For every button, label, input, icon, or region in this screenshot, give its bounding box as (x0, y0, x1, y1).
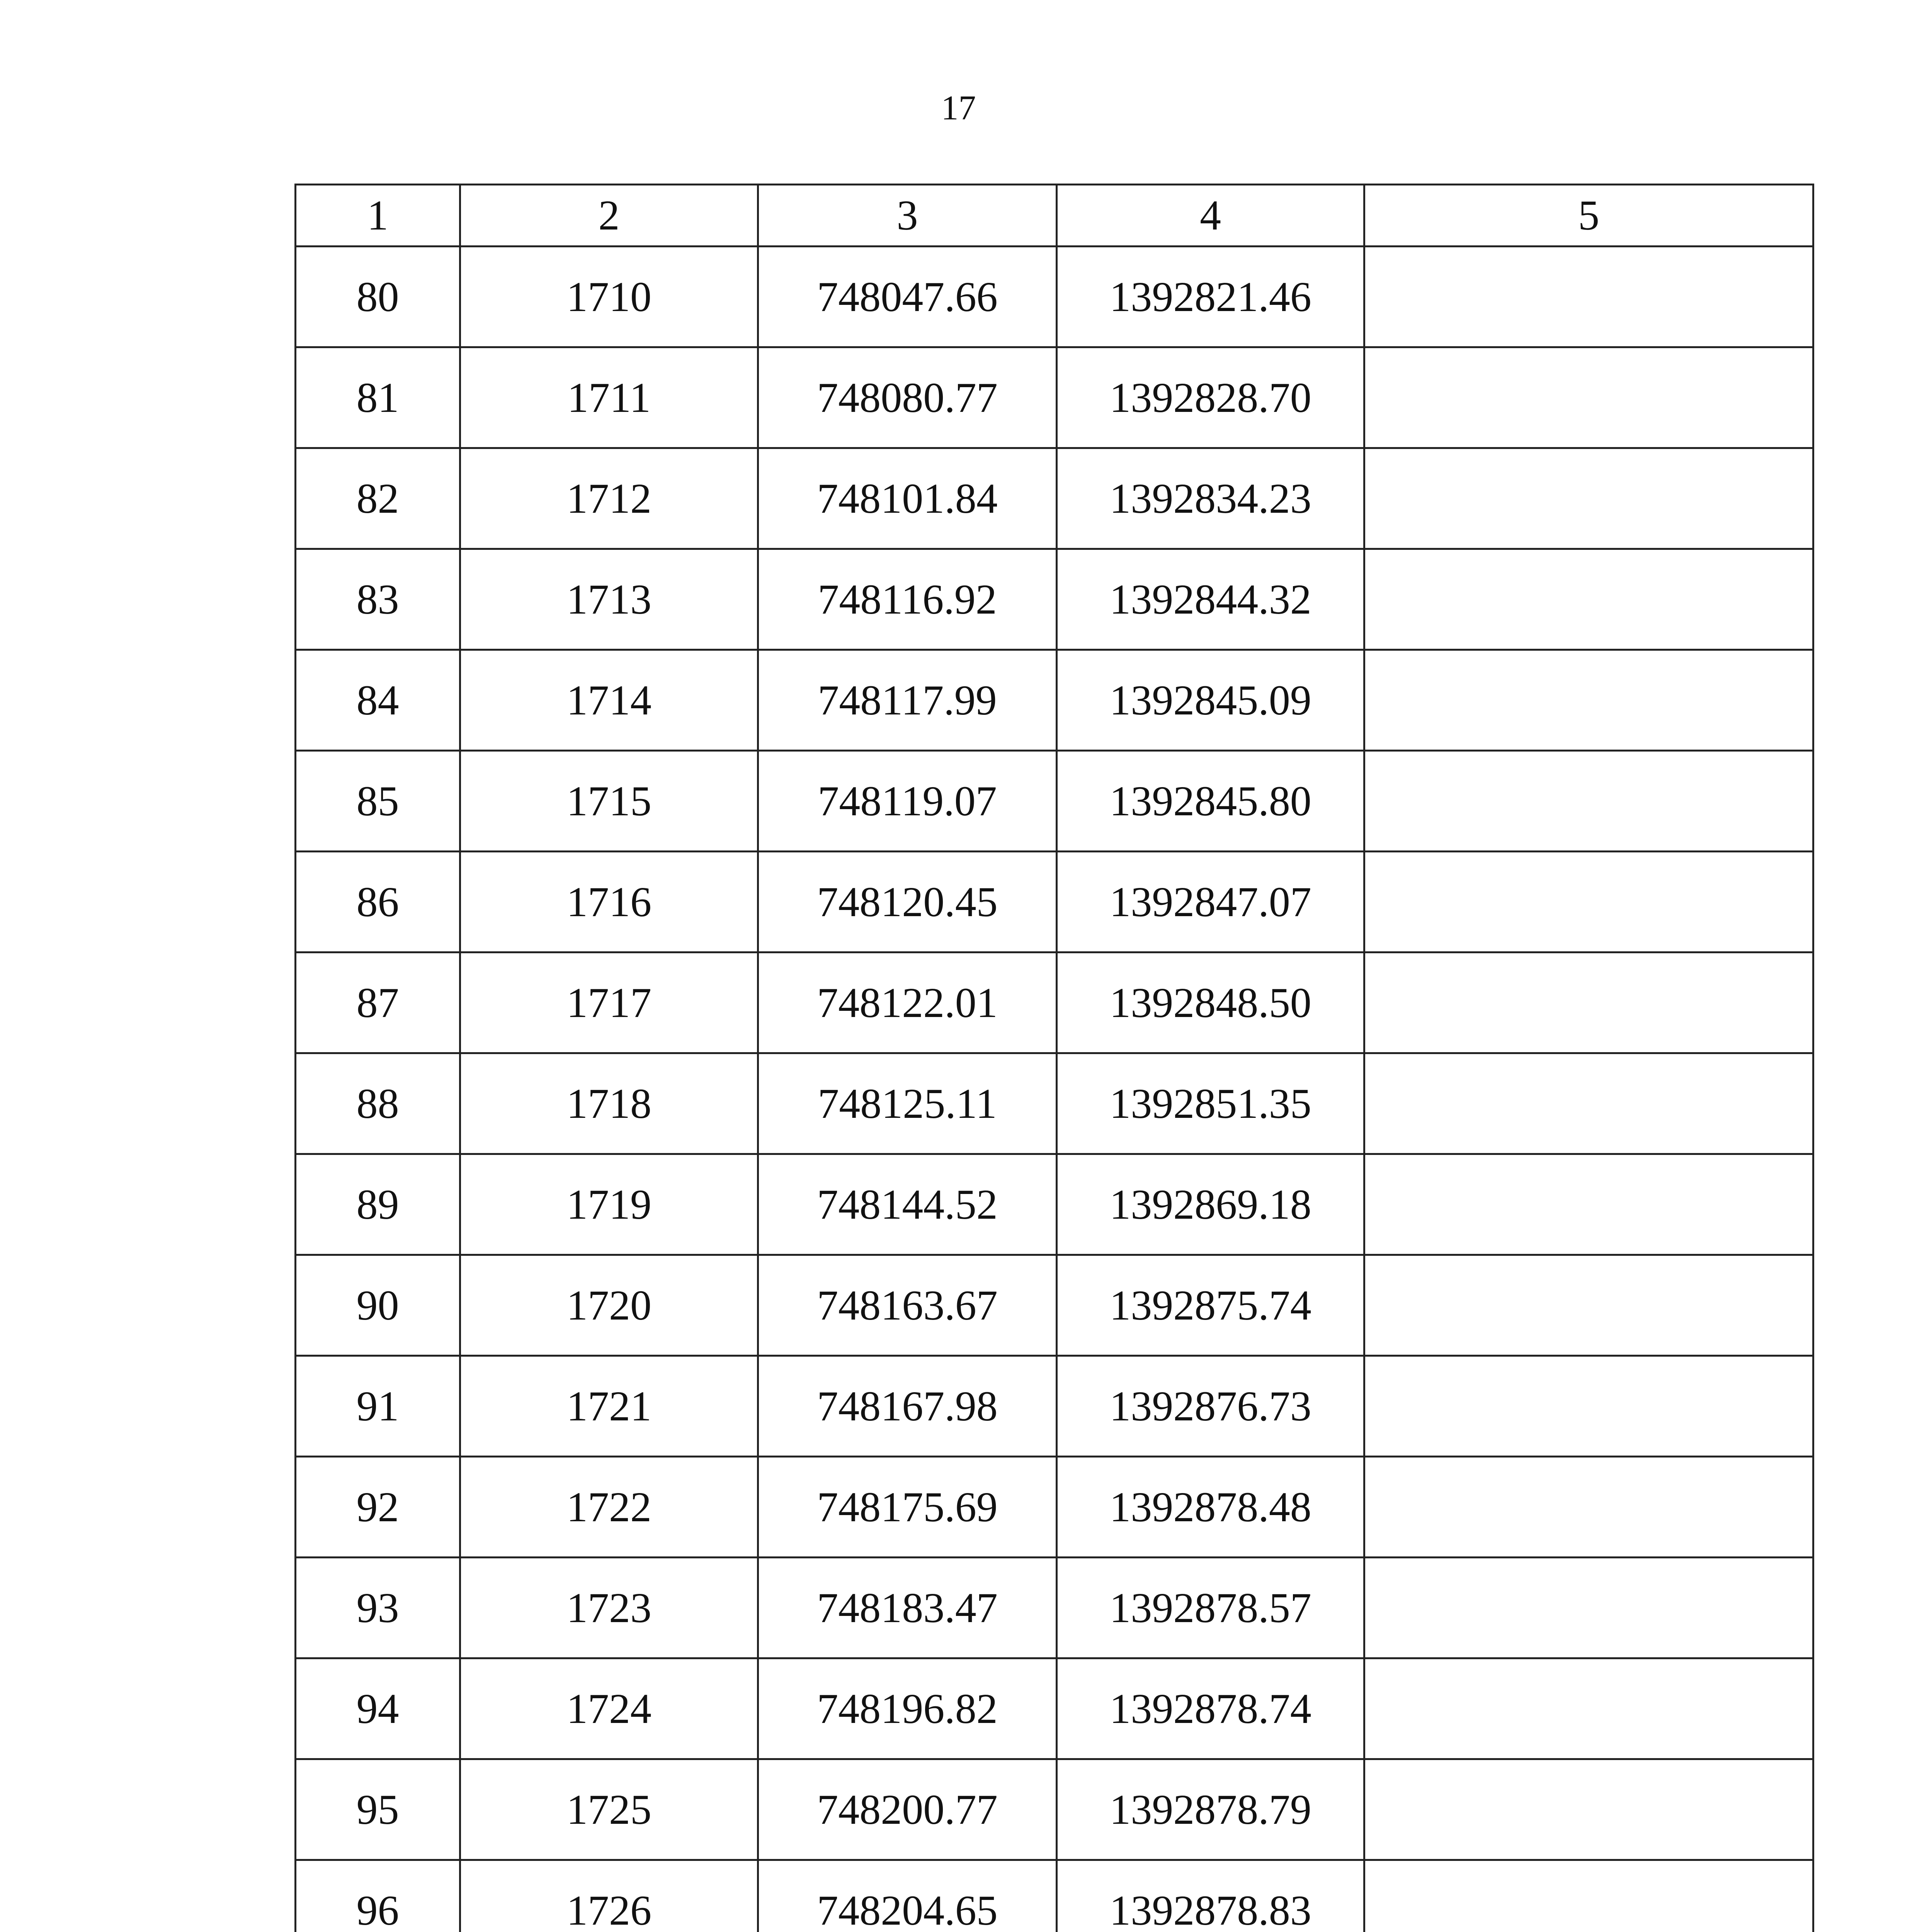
table-cell-col5 (1364, 1255, 1813, 1356)
table-cell-col2: 1719 (460, 1154, 758, 1255)
table-cell-col4: 1392878.74 (1057, 1658, 1364, 1759)
table-cell-col1: 85 (296, 751, 460, 852)
table-row (296, 1356, 1813, 1457)
table-cell-col3: 748116.92 (758, 549, 1057, 650)
table-cell-col3: 748119.07 (758, 751, 1057, 852)
table-cell-col5 (1364, 1558, 1813, 1658)
table-cell-col5 (1364, 650, 1813, 751)
table-cell-col3: 748101.84 (758, 448, 1057, 549)
table-cell-col4: 1392876.73 (1057, 1356, 1364, 1457)
table-cell-col4: 1392878.79 (1057, 1759, 1364, 1860)
table-cell-col5 (1364, 1860, 1813, 1932)
table-cell-col3: 748167.98 (758, 1356, 1057, 1457)
table-cell-col2: 1714 (460, 650, 758, 751)
table-cell-col5 (1364, 347, 1813, 448)
table-cell-col2: 1723 (460, 1558, 758, 1658)
table-cell-col3: 748047.66 (758, 247, 1057, 347)
table-cell-col3: 748163.67 (758, 1255, 1057, 1356)
table-row (296, 1558, 1813, 1658)
table-cell-col4: 1392847.07 (1057, 852, 1364, 952)
table-cell-col1: 86 (296, 852, 460, 952)
table-cell-col3: 748125.11 (758, 1053, 1057, 1154)
table-cell-col3: 748175.69 (758, 1457, 1057, 1558)
table-cell-col4: 1392875.74 (1057, 1255, 1364, 1356)
table-cell-col4: 1392878.57 (1057, 1558, 1364, 1658)
table-cell-col1: 90 (296, 1255, 460, 1356)
table-cell-col3: 748204.65 (758, 1860, 1057, 1932)
table-cell-col1: 82 (296, 448, 460, 549)
table-cell-col2: 1711 (460, 347, 758, 448)
column-header-4: 4 (1057, 185, 1364, 247)
table-cell-col5 (1364, 247, 1813, 347)
table-row (296, 247, 1813, 347)
table-cell-col2: 1717 (460, 952, 758, 1053)
table-cell-col2: 1715 (460, 751, 758, 852)
table-cell-col1: 91 (296, 1356, 460, 1457)
coordinates-table (294, 184, 1814, 1932)
table-row (296, 1759, 1813, 1860)
table-row (296, 1255, 1813, 1356)
table-row (296, 1860, 1813, 1932)
table-cell-col1: 87 (296, 952, 460, 1053)
table-row (296, 751, 1813, 852)
table-cell-col3: 748144.52 (758, 1154, 1057, 1255)
table-cell-col5 (1364, 852, 1813, 952)
table-cell-col1: 92 (296, 1457, 460, 1558)
table-cell-col2: 1726 (460, 1860, 758, 1932)
table-cell-col1: 95 (296, 1759, 460, 1860)
table-cell-col1: 80 (296, 247, 460, 347)
table-cell-col4: 1392845.09 (1057, 650, 1364, 751)
table-cell-col2: 1721 (460, 1356, 758, 1457)
table-cell-col5 (1364, 448, 1813, 549)
page-number: 17 (941, 89, 976, 127)
table-cell-col1: 89 (296, 1154, 460, 1255)
table-cell-col2: 1718 (460, 1053, 758, 1154)
table-cell-col5 (1364, 952, 1813, 1053)
table-cell-col4: 1392821.46 (1057, 247, 1364, 347)
table-cell-col1: 84 (296, 650, 460, 751)
table-body (296, 247, 1813, 1932)
table-cell-col2: 1710 (460, 247, 758, 347)
table-cell-col4: 1392845.80 (1057, 751, 1364, 852)
table-cell-col3: 748196.82 (758, 1658, 1057, 1759)
table-cell-col5 (1364, 751, 1813, 852)
table-row (296, 549, 1813, 650)
table-cell-col4: 1392844.32 (1057, 549, 1364, 650)
table-cell-col2: 1720 (460, 1255, 758, 1356)
table-cell-col1: 93 (296, 1558, 460, 1658)
table-row (296, 650, 1813, 751)
table-row (296, 952, 1813, 1053)
table-cell-col2: 1716 (460, 852, 758, 952)
table-row (296, 1457, 1813, 1558)
table-cell-col4: 1392834.23 (1057, 448, 1364, 549)
table-cell-col4: 1392851.35 (1057, 1053, 1364, 1154)
table-row (296, 1154, 1813, 1255)
table-cell-col5 (1364, 1356, 1813, 1457)
table-row (296, 852, 1813, 952)
table-cell-col5 (1364, 1658, 1813, 1759)
table-cell-col3: 748183.47 (758, 1558, 1057, 1658)
table-row (296, 1658, 1813, 1759)
table-cell-col1: 81 (296, 347, 460, 448)
table-cell-col3: 748080.77 (758, 347, 1057, 448)
column-header-1: 1 (296, 185, 460, 247)
table-cell-col2: 1722 (460, 1457, 758, 1558)
table-row (296, 1053, 1813, 1154)
table-cell-col3: 748200.77 (758, 1759, 1057, 1860)
table-cell-col5 (1364, 1154, 1813, 1255)
table-cell-col2: 1724 (460, 1658, 758, 1759)
column-header-5: 5 (1364, 185, 1813, 247)
column-header-2: 2 (460, 185, 758, 247)
column-header-3: 3 (758, 185, 1057, 247)
table-cell-col1: 83 (296, 549, 460, 650)
table-cell-col4: 1392869.18 (1057, 1154, 1364, 1255)
table-cell-col5 (1364, 1053, 1813, 1154)
table-cell-col4: 1392848.50 (1057, 952, 1364, 1053)
table-cell-col2: 1712 (460, 448, 758, 549)
table-row (296, 347, 1813, 448)
table-cell-col1: 96 (296, 1860, 460, 1932)
table-cell-col5 (1364, 1457, 1813, 1558)
table-cell-col3: 748120.45 (758, 852, 1057, 952)
table-cell-col4: 1392878.48 (1057, 1457, 1364, 1558)
table-cell-col2: 1713 (460, 549, 758, 650)
table-row (296, 448, 1813, 549)
table-cell-col4: 1392828.70 (1057, 347, 1364, 448)
table-cell-col3: 748122.01 (758, 952, 1057, 1053)
table-cell-col2: 1725 (460, 1759, 758, 1860)
table-header-row (296, 185, 1813, 247)
table-cell-col4: 1392878.83 (1057, 1860, 1364, 1932)
table-cell-col5 (1364, 1759, 1813, 1860)
table-cell-col1: 88 (296, 1053, 460, 1154)
table-cell-col1: 94 (296, 1658, 460, 1759)
table-cell-col5 (1364, 549, 1813, 650)
table-cell-col3: 748117.99 (758, 650, 1057, 751)
